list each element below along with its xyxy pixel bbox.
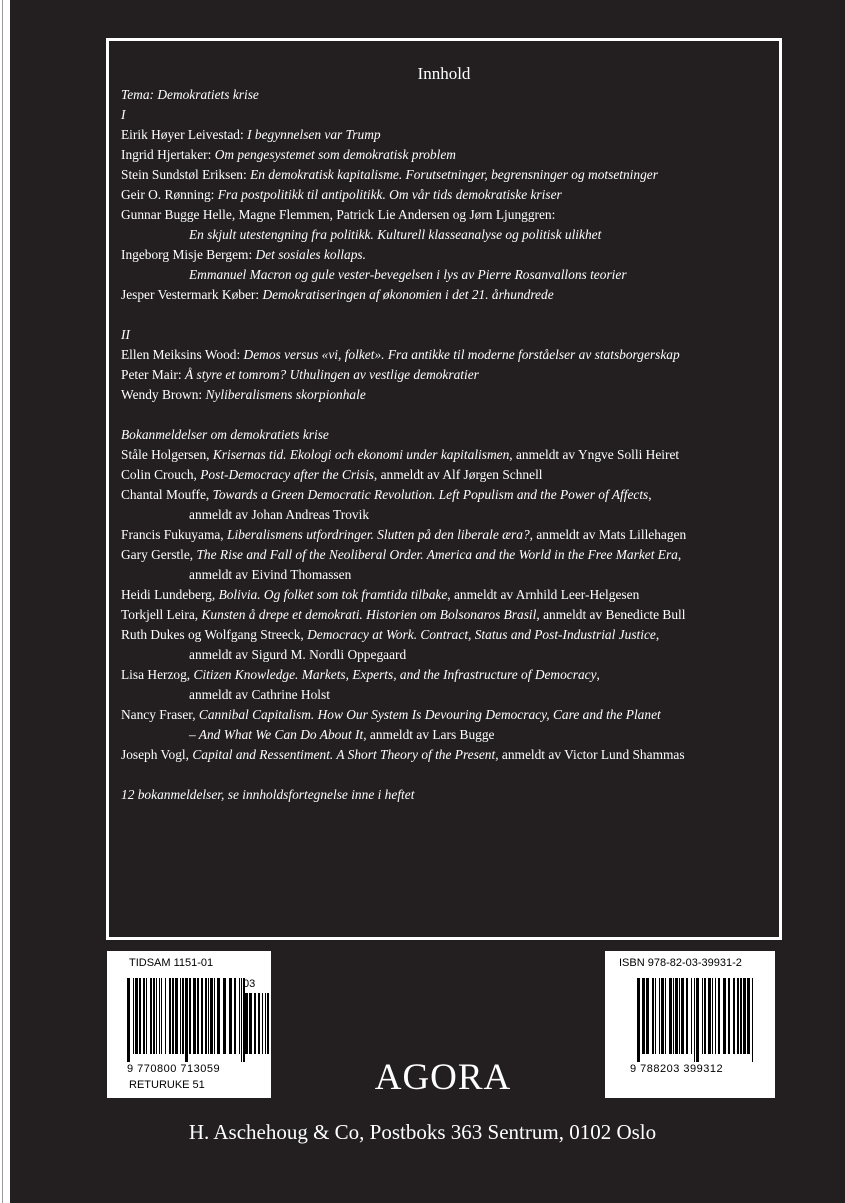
review-entry — [121, 705, 773, 725]
entry-author: Gary Gerstle, — [121, 547, 197, 562]
review-entry — [121, 545, 773, 565]
barcode-bar — [189, 978, 191, 1054]
journal-name: AGORA — [374, 1057, 512, 1098]
article-entry — [121, 145, 773, 165]
entry-reviewer: anmeldt av Cathrine Holst — [189, 687, 330, 702]
review-entry — [121, 445, 773, 465]
section-two-heading: II — [121, 327, 130, 342]
barcode-bar — [675, 978, 678, 1054]
entry-title: – And What We Can Do About It — [189, 727, 364, 742]
barcode-bar — [267, 993, 269, 1054]
entry-author: Chantal Mouffe, — [121, 487, 213, 502]
barcode-bar — [262, 993, 263, 1054]
entry-author: Wendy Brown: — [121, 387, 206, 402]
entry-title: Cannibal Capitalism. How Our System Is Devouring Democracy, Care and the Planet — [198, 707, 661, 722]
entry-author: Stein Sundstøl Eriksen: — [121, 167, 251, 182]
theme-heading: Tema: Demokratiets krise — [121, 87, 259, 102]
entry-author: Ståle Holgersen, — [121, 447, 213, 462]
barcode-bar — [669, 978, 672, 1054]
entry-author: Ingrid Hjertaker: — [121, 147, 215, 162]
entry-reviewer: , anmeldt av Mats Lillehagen — [529, 527, 687, 542]
barcode-bar — [208, 978, 209, 1054]
section-one-heading: I — [121, 107, 126, 122]
barcode-bar — [718, 978, 720, 1054]
article-entry — [121, 345, 773, 365]
entry-title: Om pengesystemet som demokratisk problem — [214, 147, 456, 162]
barcode-bar — [740, 978, 742, 1054]
barcode-bar — [159, 978, 160, 1054]
barcode-bar — [655, 978, 656, 1054]
entry-author: Geir O. Rønning: — [121, 187, 218, 202]
isbn-code: ISBN 978-82-03-39931-2 — [619, 957, 742, 969]
entry-reviewer: anmeldt av Sigurd M. Nordli Oppegaard — [189, 647, 407, 662]
entry-title: Demos versus «vi, folket». Fra antikke til moderne forståelser av statsborgerskap — [243, 347, 680, 362]
article-entry — [121, 245, 773, 265]
issn-addon-number: 03 — [243, 978, 256, 990]
barcode-bar — [679, 978, 680, 1054]
entry-reviewer: , anmeldt av Yngve Solli Heiret — [509, 447, 680, 462]
barcode-bar — [185, 978, 188, 1062]
entry-title: Krisernas tid. Ekologi och ekonomi under kapitalismen — [212, 447, 510, 462]
barcode-bar — [133, 978, 134, 1054]
article-entry — [121, 225, 773, 245]
entry-author: Heidi Lundeberg, — [121, 587, 219, 602]
part-two-list — [121, 345, 773, 405]
barcode-bar — [245, 993, 248, 1054]
review-entry — [121, 645, 773, 665]
barcode-bar — [715, 978, 716, 1054]
spacer — [121, 305, 773, 325]
barcode-bar — [150, 978, 152, 1054]
barcode-bar — [265, 993, 266, 1054]
barcode-bar — [737, 978, 739, 1054]
barcode-bar — [691, 978, 692, 1054]
barcode-bar — [704, 978, 706, 1054]
entry-author: Gunnar Bugge Helle, Magne Flemmen, Patrick Lie Andersen og Jørn Ljunggren: — [121, 207, 556, 222]
entry-author: Peter Mair: — [121, 367, 185, 382]
entry-reviewer: , anmeldt av Alf Jørgen Schnell — [373, 467, 543, 482]
entry-reviewer: , anmeldt av Victor Lund Shammas — [495, 747, 685, 762]
issn-barcode — [127, 978, 245, 1062]
review-entry — [121, 625, 773, 645]
contents-title: Innhold — [417, 64, 471, 83]
publisher-address: H. Aschehoug & Co, Postboks 363 Sentrum, 0102 Oslo — [188, 1120, 657, 1144]
entry-title: Capital and Ressentiment. A Short Theory of the Present — [192, 747, 496, 762]
barcode-bar — [258, 993, 260, 1054]
barcode-bar — [241, 978, 242, 1062]
entry-reviewer: anmeldt av Eivind Thomassen — [189, 567, 352, 582]
barcode-bar — [642, 978, 645, 1054]
barcode-bar — [696, 978, 699, 1062]
entry-author: Francis Fukuyama, — [121, 527, 227, 542]
barcode-bar — [143, 978, 145, 1054]
barcode-bar — [239, 978, 240, 1054]
barcode-bar — [161, 978, 162, 1054]
barcode-bar — [752, 978, 753, 1062]
barcode-bar — [661, 978, 664, 1054]
entry-title: Å styre et tomrom? Uthulingen av vestlige demokratier — [184, 367, 479, 382]
issn-code: TIDSAM 1151-01 — [129, 957, 214, 969]
entry-title: Post-Democracy after the Crisis — [200, 467, 374, 482]
contents-footnote: 12 bokanmeldelser, se innholdsfortegnelse inne i heftet — [121, 787, 415, 802]
barcode-bar — [180, 978, 181, 1054]
barcode-bar — [205, 978, 207, 1054]
barcode-bar — [229, 978, 232, 1054]
review-entry — [121, 585, 773, 605]
barcode-bar — [254, 993, 256, 1054]
barcode-bar — [686, 978, 688, 1054]
isbn-barcode-label — [605, 951, 775, 1098]
barcode-bar — [172, 978, 174, 1054]
entry-title: Fra postpolitikk til antipolitikk. Om vår tids demokratiske kriser — [217, 187, 562, 202]
review-entry — [121, 725, 773, 745]
review-entry — [121, 745, 773, 765]
entry-title: Democracy at Work. Contract, Status and Post-Industrial Justice — [307, 627, 656, 642]
barcode-bar — [733, 978, 735, 1054]
barcode-bar — [673, 978, 674, 1054]
entry-author: Lisa Herzog, — [121, 667, 194, 682]
entry-title: Kunsten å drepe et demokrati. Historien om Bolsonaros Brasil — [201, 607, 537, 622]
barcode-bar — [156, 978, 157, 1054]
entry-author: Ellen Meiksins Wood: — [121, 347, 244, 362]
review-entry — [121, 685, 773, 705]
entry-author: Nancy Fraser, — [121, 707, 199, 722]
barcode-bar — [723, 978, 726, 1054]
contents-list — [121, 85, 773, 805]
entry-title: Towards a Green Democratic Revolution. Left Populism and the Power of Affects — [212, 487, 649, 502]
barcode-bar — [708, 978, 711, 1054]
left-page-edge — [0, 0, 10, 1203]
entry-title: Demokratiseringen af økonomien i det 21. århundrede — [262, 287, 554, 302]
barcode-bar — [637, 978, 640, 1062]
return-week: RETURUKE 51 — [129, 1079, 205, 1091]
barcode-bar — [243, 993, 244, 1054]
barcode-bar — [182, 978, 184, 1054]
barcode-bar — [249, 993, 252, 1054]
barcode-bar — [743, 978, 746, 1054]
barcode-bar — [659, 978, 660, 1054]
review-entry — [121, 565, 773, 585]
entry-reviewer: , — [655, 627, 660, 642]
isbn-digits: 9 788203 399312 — [630, 1063, 724, 1075]
entry-reviewer: , — [677, 547, 682, 562]
barcode-bar — [712, 978, 713, 1054]
barcode-bar — [193, 978, 196, 1054]
barcode-bar — [165, 978, 166, 1054]
entry-title: Citizen Knowledge. Markets, Experts, and the Infrastructure of Democracy — [193, 667, 597, 682]
reviews-heading: Bokanmeldelser om demokratiets krise — [121, 427, 329, 442]
article-entry — [121, 185, 773, 205]
barcode-bar — [681, 978, 684, 1054]
barcode-bar — [665, 978, 666, 1054]
barcode-bar — [175, 978, 178, 1054]
entry-author: Eirik Høyer Leivestad: — [121, 127, 248, 142]
barcode-bar — [223, 978, 226, 1054]
review-entry — [121, 505, 773, 525]
entry-reviewer: , — [648, 487, 652, 502]
barcode-bar — [127, 978, 130, 1062]
barcode-bar — [146, 978, 147, 1054]
entry-title: En demokratisk kapitalisme. Forutsetninger, begrensninger og motsetninger — [250, 167, 658, 182]
entry-reviewer: , — [596, 667, 600, 682]
barcode-bar — [652, 978, 654, 1054]
review-entry — [121, 465, 773, 485]
part-one-list — [121, 125, 773, 305]
entry-author: Joseph Vogl, — [121, 747, 193, 762]
isbn-barcode — [637, 978, 755, 1062]
reviews-list — [121, 445, 773, 765]
barcode-bar — [747, 978, 750, 1054]
article-entry — [121, 165, 773, 185]
barcode-bar — [694, 978, 695, 1062]
barcode-bar — [201, 978, 203, 1054]
entry-author: Ingeborg Misje Bergem: — [121, 247, 256, 262]
barcode-bar — [702, 978, 703, 1054]
entry-reviewer: , anmeldt av Lars Bugge — [363, 727, 495, 742]
entry-reviewer: , anmeldt av Arnhild Leer-Helgesen — [447, 587, 640, 602]
article-entry — [121, 205, 773, 225]
issn-addon-barcode — [243, 993, 269, 1062]
review-entry — [121, 485, 773, 505]
barcode-bar — [139, 978, 141, 1054]
entry-title: Liberalismens utfordringer. Slutten på den liberale æra? — [227, 527, 530, 542]
barcode-bar — [135, 978, 138, 1054]
barcode-bar — [646, 978, 649, 1054]
entry-reviewer: , anmeldt av Benedicte Bull — [536, 607, 686, 622]
entry-title: Emmanuel Macron og gule vester-bevegelsen i lys av Pierre Rosanvallons teorier — [189, 267, 627, 282]
entry-title: I begynnelsen var Trump — [247, 127, 381, 142]
article-entry — [121, 285, 773, 305]
entry-title: En skjult utestengning fra politikk. Kulturell klasseanalyse og politisk ulikhet — [189, 227, 602, 242]
contents-frame — [106, 38, 782, 940]
article-entry — [121, 125, 773, 145]
barcode-bar — [234, 978, 236, 1054]
entry-title: Bolivia. Og folket som tok framtida tilbake — [218, 587, 448, 602]
review-entry — [121, 665, 773, 685]
article-entry — [121, 385, 773, 405]
entry-author: Colin Crouch, — [121, 467, 201, 482]
entry-title: The Rise and Fall of the Neoliberal Order. America and the World in the Free Market Era — [196, 547, 678, 562]
barcode-bar — [217, 978, 220, 1054]
spacer — [121, 405, 773, 425]
article-entry — [121, 265, 773, 285]
entry-reviewer: anmeldt av Johan Andreas Trovik — [189, 507, 370, 522]
barcode-bar — [210, 978, 213, 1054]
review-entry — [121, 525, 773, 545]
barcode-bar — [214, 978, 215, 1054]
barcode-bar — [728, 978, 730, 1054]
entry-author: Torkjell Leira, — [121, 607, 202, 622]
issn-barcode-label — [107, 951, 271, 1098]
review-entry — [121, 605, 773, 625]
barcode-bar — [169, 978, 171, 1054]
barcode-bar — [153, 978, 155, 1054]
entry-author: Ruth Dukes og Wolfgang Streeck, — [121, 627, 308, 642]
entry-title: Nyliberalismens skorpionhale — [205, 387, 366, 402]
issn-digits: 9 770800 713059 — [127, 1063, 221, 1075]
article-entry — [121, 365, 773, 385]
spacer — [121, 765, 773, 785]
entry-author: Jesper Vestermark Køber: — [121, 287, 263, 302]
entry-title: Det sosiales kollaps. — [255, 247, 366, 262]
barcode-bar — [197, 978, 199, 1054]
